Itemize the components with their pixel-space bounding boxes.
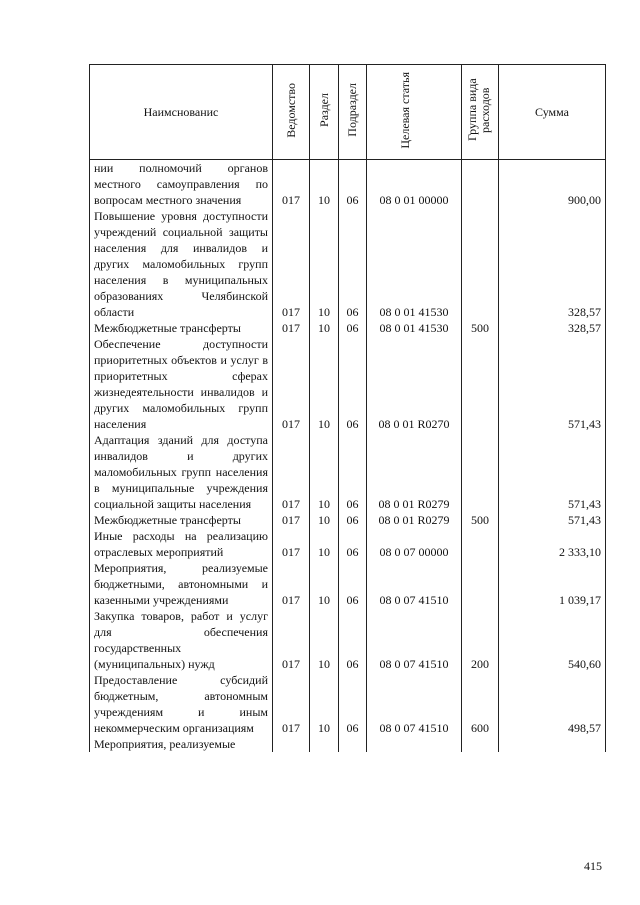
row-name: Мероприятия, реализуемые бюджетными, автономными и казенными учреждениями bbox=[90, 560, 273, 608]
row-subsection: 06 bbox=[339, 432, 367, 512]
row-section: 10 bbox=[310, 432, 339, 512]
row-expense-group: 500 bbox=[462, 320, 499, 336]
row-expense-group bbox=[462, 336, 499, 432]
row-expense-group: 600 bbox=[462, 672, 499, 736]
row-target: 08 0 07 00000 bbox=[367, 528, 462, 560]
header-subsection: Подраздел bbox=[339, 65, 367, 160]
row-name: Межбюджетные трансферты bbox=[90, 320, 273, 336]
row-sum: 571,43 bbox=[499, 432, 606, 512]
row-sum: 900,00 bbox=[499, 160, 606, 209]
table-row bbox=[90, 208, 606, 320]
row-dept: 017 bbox=[273, 608, 310, 672]
row-dept: 017 bbox=[273, 208, 310, 320]
row-dept: 017 bbox=[273, 560, 310, 608]
header-sum: Сумма bbox=[499, 65, 606, 160]
row-name: Мероприятия, реализуемые bbox=[90, 736, 273, 752]
header-target: Целевая статья bbox=[367, 65, 462, 160]
row-dept: 017 bbox=[273, 432, 310, 512]
table-row bbox=[90, 560, 606, 608]
row-name: Повышение уровня доступности учреждений социальной защиты населения для инвалидов и других маломобильных групп населения в муниципальных образованиях Челябинской области bbox=[90, 208, 273, 320]
header-section: Раздел bbox=[310, 65, 339, 160]
row-expense-group bbox=[462, 208, 499, 320]
row-section: 10 bbox=[310, 336, 339, 432]
table-row bbox=[90, 512, 606, 528]
row-section: 10 bbox=[310, 608, 339, 672]
header-dept: Ведомство bbox=[273, 65, 310, 160]
row-expense-group bbox=[462, 528, 499, 560]
row-target: 08 0 01 41530 bbox=[367, 208, 462, 320]
row-sum: 2 333,10 bbox=[499, 528, 606, 560]
table-row bbox=[90, 736, 606, 752]
table-row bbox=[90, 608, 606, 672]
row-sum: 1 039,17 bbox=[499, 560, 606, 608]
row-sum: 498,57 bbox=[499, 672, 606, 736]
row-target: 08 0 07 41510 bbox=[367, 672, 462, 736]
row-dept: 017 bbox=[273, 672, 310, 736]
row-section: 10 bbox=[310, 528, 339, 560]
table-row bbox=[90, 320, 606, 336]
row-target: 08 0 01 R0279 bbox=[367, 432, 462, 512]
table-row bbox=[90, 528, 606, 560]
table-row bbox=[90, 336, 606, 432]
header-expense-group: Группа вида расходов bbox=[462, 65, 499, 160]
row-target bbox=[367, 736, 462, 752]
row-section: 10 bbox=[310, 160, 339, 209]
row-subsection: 06 bbox=[339, 336, 367, 432]
row-dept bbox=[273, 736, 310, 752]
row-subsection: 06 bbox=[339, 160, 367, 209]
row-target: 08 0 01 R0270 bbox=[367, 336, 462, 432]
row-name: Адаптация зданий для доступа инвалидов и других маломобильных групп населения в муниципальные учреждения социальной защиты населения bbox=[90, 432, 273, 512]
row-section: 10 bbox=[310, 320, 339, 336]
table-row bbox=[90, 160, 606, 209]
row-section bbox=[310, 736, 339, 752]
row-expense-group bbox=[462, 736, 499, 752]
row-sum: 328,57 bbox=[499, 320, 606, 336]
row-name: Межбюджетные трансферты bbox=[90, 512, 273, 528]
row-section: 10 bbox=[310, 512, 339, 528]
row-name: Закупка товаров, работ и услуг для обеспечения государственных (муниципальных) нужд bbox=[90, 608, 273, 672]
row-expense-group bbox=[462, 432, 499, 512]
row-sum: 571,43 bbox=[499, 336, 606, 432]
row-expense-group bbox=[462, 160, 499, 209]
row-target: 08 0 07 41510 bbox=[367, 608, 462, 672]
row-expense-group: 500 bbox=[462, 512, 499, 528]
row-dept: 017 bbox=[273, 160, 310, 209]
row-sum: 540,60 bbox=[499, 608, 606, 672]
row-dept: 017 bbox=[273, 528, 310, 560]
row-sum bbox=[499, 736, 606, 752]
row-name: Обеспечение доступности приоритетных объектов и услуг в приоритетных сферах жизнедеятельности инвалидов и других маломобильных групп населения bbox=[90, 336, 273, 432]
row-target: 08 0 01 00000 bbox=[367, 160, 462, 209]
row-sum: 328,57 bbox=[499, 208, 606, 320]
row-subsection: 06 bbox=[339, 672, 367, 736]
row-target: 08 0 07 41510 bbox=[367, 560, 462, 608]
row-section: 10 bbox=[310, 208, 339, 320]
row-subsection: 06 bbox=[339, 608, 367, 672]
row-dept: 017 bbox=[273, 336, 310, 432]
row-name: Предоставление субсидий бюджетным, автономным учреждениям и иным некоммерческим организациям bbox=[90, 672, 273, 736]
row-dept: 017 bbox=[273, 512, 310, 528]
row-sum: 571,43 bbox=[499, 512, 606, 528]
row-subsection: 06 bbox=[339, 528, 367, 560]
header-name: Наимснованис bbox=[90, 65, 273, 160]
row-subsection: 06 bbox=[339, 512, 367, 528]
row-target: 08 0 01 R0279 bbox=[367, 512, 462, 528]
table-row bbox=[90, 432, 606, 512]
row-name: нии полномочий органов местного самоуправления по вопросам местного значения bbox=[90, 160, 273, 209]
budget-table bbox=[89, 64, 606, 752]
row-expense-group: 200 bbox=[462, 608, 499, 672]
row-expense-group bbox=[462, 560, 499, 608]
header-row bbox=[90, 65, 606, 160]
row-subsection: 06 bbox=[339, 560, 367, 608]
page-number: 415 bbox=[584, 859, 602, 873]
row-section: 10 bbox=[310, 672, 339, 736]
row-name: Иные расходы на реализацию отраслевых мероприятий bbox=[90, 528, 273, 560]
row-section: 10 bbox=[310, 560, 339, 608]
row-subsection: 06 bbox=[339, 320, 367, 336]
row-subsection bbox=[339, 736, 367, 752]
row-subsection: 06 bbox=[339, 208, 367, 320]
table-row bbox=[90, 672, 606, 736]
row-target: 08 0 01 41530 bbox=[367, 320, 462, 336]
row-dept: 017 bbox=[273, 320, 310, 336]
